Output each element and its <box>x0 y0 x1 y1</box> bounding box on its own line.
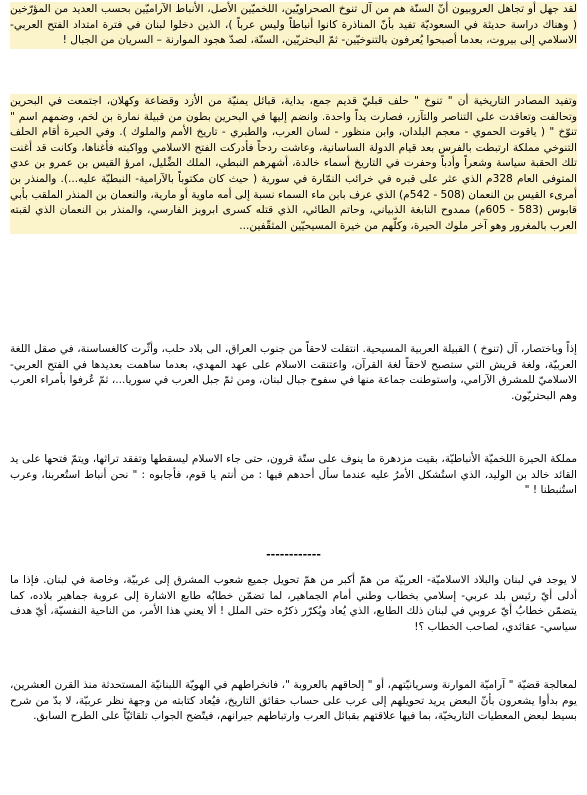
paragraph-6: لمعالجة قضيّة " آراميّة الموارنة وسريانيّتهم، أو " إلحاقهم بالعروبة "، فانخراطهم في الهويّة اللبنانيّة المستحدثة منذ القرن العشرين، يوم بدأوا يشعرون بأنّ البعض يريد تحويلهم إلى عرب على حساب حقائق التاريخ، فيُعاد كتابته من وجهة نظر عربيّة، لا بدّ من شرح بسيط لبعض المعطيات التاريخيّة، بما فيها علاقتهم بقبائل العرب وارتباطهم جيرانهم، فيتّضح الجواب تلقائيّاً على الطرح السابق. <box>10 679 577 723</box>
paragraph-3: إذاً وباختصار، آل (تنوخ ) القبيلة العربية المسيحية. انتقلت لاحقاً من جنوب العراق، الى بلاد حلب، وأثّرت كالغساسنة، في صقل اللغة العربيّة، ولغة قريش التي ستصبح لاحقاً لغة القرآن، واعتنقت الاسلام على عهد المهدي، بعدما ساهمت بعديدها في الفتح العربي- الاسلاميّ للمشرق الآرامي، واستوطنت جماعة منها في سفوح جبال لبنان، ومن ثمّ جبل العرب في سوريا...، ثمّ عُرفوا بأمراء العرب وهم البحتريّون. <box>10 343 577 402</box>
paragraph-5: لا يوجد في لبنان والبلاد الاسلاميّة- العربيّة من همّ أكبر من همّ تحويل جميع شعوب المشرق إلى عربيّة، وخاصة في لبنان. فإذا ما أدلى أيّ رئيس بلد عربي- إسلامي بخطاب وطني أمام الجماهير، لما تضمّن خطابُه طابع الاشارة إلى عروبة جماهير بلاده، كما يتضمّن خطابُ أيّ عروبي في لبنان ذلك الطابع، الذي يُعاد ويُكرّر ذكرُه حتى الملل ! ألا يعني هذا الأمر، من الناحية النفسيّة، أيّ هدف سياسي- عقائدي، لصاحب الخطاب ؟! <box>10 574 577 633</box>
paragraph-4: مملكة الحيرة اللخميّة الأنباطيّة، بقيت مزدهرة ما ينوف على ستّة قرون، حتى جاء الاسلام ليسقطها وتفقد تراثها، ويتمّ فتحها على يد القائد خالد بن الوليد، الذي استُشكل الأمرُ عليه عندما سأل أحدهم فيها : من أنتم يا قوم، فأجابوه : " نحن أنباط استُعربنا، وعرب استُنبطنا ! " <box>10 453 577 497</box>
paragraph-2: وتفيد المصادر التاريخية أن " تنوخ " حلف قبليّ قديم جمع، بداية، قبائل يمنيّة من الأزد وقضاعة وكهلان، اجتمعت في البحرين وتحالفت وتعاقدت على التناصر والتآزر، فصارت يداً واحدة. وانضم إليها في البحرين بطون من قبيلة نمارة بن لخم، وضمهم اسم " تنوّخ " ( ياقوت الحموي - معجم البلدان، وابن منظور - لسان العرب، والطبري - تاريخ الأمم والملوك ). وفي الحيرة أقام الحلف التنوخي مملكة ارتبطت بالفرس بعد قيام الدولة الساسانية، وعاشت ردحاً فأدركت الفتح الاسلامي وواكبته فأغناها، وكانت قد أغنت تلك الحقبة سياسة وشعراً وأدباً وحفرت في التاريخ أسماء خالدة، أشهرهم النبطي، الملك الضِّليل، امرؤ القيس بن عمرو بن عدي المتوفى العام 328م الذي عثر على قبره في خرائب النمّارة في سورية ( حيث كان مكتوباً بالآرامية- النبطيّة عليه...). والمنذر بن أمرىء القيس بن النعمان (508 - 542م) الذي عرف بابن ماء السماء نسبة إلى أمه ماوية أو مارية، والنعمان بن المنذر الملقب بأبي قابوس (583 - 605م) ممدوح النابغة الذبياني، وحاتم الطائي، الذي قتله كسرى ابروبز الفارسي، والمنذر بن النعمان الذي لقبته العرب بالمغرور وهو آخر ملوك الحيرة، وكلّهم من خيرة المسيحيّين المثقّفين... <box>10 94 577 234</box>
paragraph-1: لقد جهل أو تجاهل العروبيون أنّ السنّة هم من آل تنوخ الصحراويّين، اللخميّين الأصل، الأنباط الآراميّين بحسب العديد من المؤرّخين ( وهناك دراسة حديثة في السعوديّة تفيد بأنّ المناذرة كانوا أنباطاً وليس عرباً )، الذين دخلوا لبنان في فترة امتداد الفتح العربي- الاسلامي إلى بيروت، بعدما أصبحوا يُعرفون بالتنوخيّين- ثمّ البحتريّين، السنّة، لصدّ هجود الموارنة – السريان من الجبال ! <box>10 2 577 49</box>
section-separator: ------------ <box>266 548 321 561</box>
